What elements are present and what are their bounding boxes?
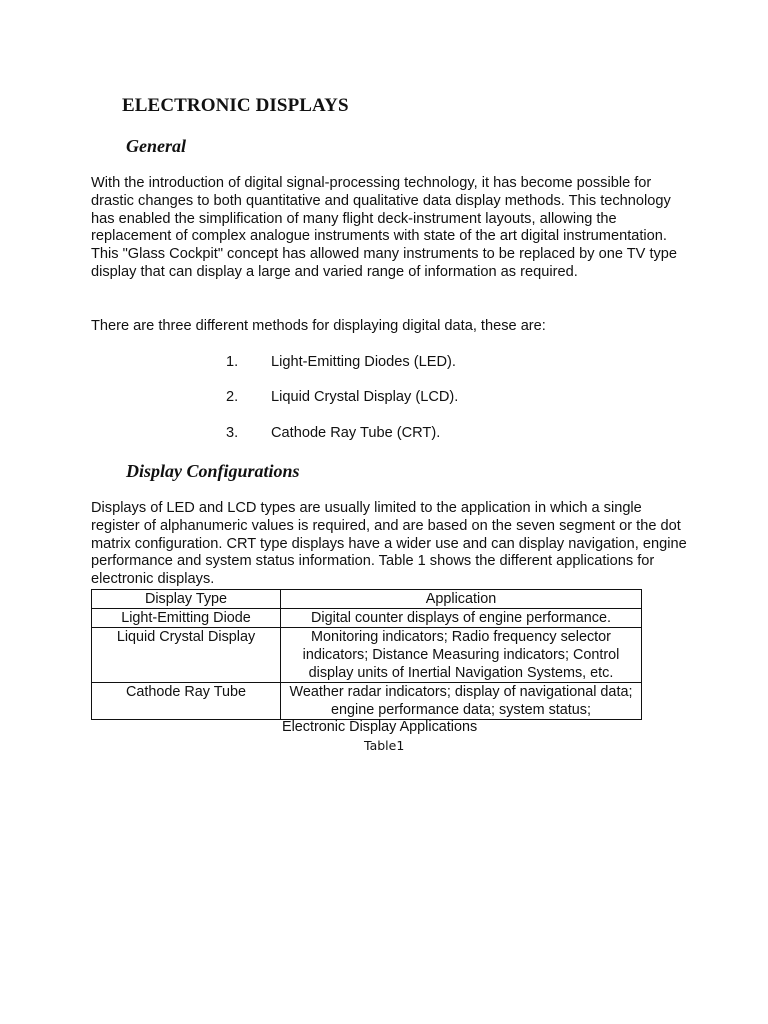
methods-intro: There are three different methods for displaying digital data, these are: (91, 318, 546, 334)
cell-application: Monitoring indicators; Radio frequency selector indicators; Distance Measuring indicators; Control display units of Inertial Navigation Systems, etc. (281, 628, 642, 683)
column-header-application: Application (281, 590, 642, 609)
list-number: 2. (226, 389, 239, 405)
list-number: 3. (226, 425, 239, 441)
column-header-display-type: Display Type (92, 590, 281, 609)
list-text: Cathode Ray Tube (CRT). (271, 425, 441, 441)
list-text: Light-Emitting Diodes (LED). (271, 354, 456, 370)
page-title: ELECTRONIC DISPLAYS (122, 95, 349, 116)
section-heading-display-configurations: Display Configurations (126, 461, 300, 481)
cell-display-type: Liquid Crystal Display (92, 628, 281, 683)
table-row (92, 609, 642, 628)
table-row (92, 683, 642, 720)
table-row (92, 628, 642, 683)
table-label: Table1 (364, 738, 405, 753)
cell-display-type: Cathode Ray Tube (92, 683, 281, 720)
cell-display-type: Light-Emitting Diode (92, 609, 281, 628)
cell-application: Weather radar indicators; display of navigational data; engine performance data; system status; (281, 683, 642, 720)
list-text: Liquid Crystal Display (LCD). (271, 389, 459, 405)
display-applications-table (91, 589, 642, 720)
cell-application: Digital counter displays of engine performance. (281, 609, 642, 628)
section-heading-general: General (126, 136, 186, 156)
list-number: 1. (226, 354, 239, 370)
configurations-paragraph: Displays of LED and LCD types are usually limited to the application in which a single register of alphanumeric values is required, and are based on the seven segment or the dot matrix configuration. CRT type displays have a wider use and can display navigation, engine performance and system status information. Table 1 shows the different applications for electronic displays. (91, 500, 687, 588)
table-caption-text: Electronic Display Applications (282, 719, 478, 735)
general-paragraph: With the introduction of digital signal-processing technology, it has become possible for drastic changes to both quantitative and qualitative data display methods. This technology has enabled the simplification of many flight deck-instrument layouts, allowing the replacement of complex analogue instruments with state of the art digital instrumentation. This "Glass Cockpit" concept has allowed many instruments to be replaced by one TV type display that can display a large and varied range of information as required. (91, 175, 678, 280)
table-header-row (92, 590, 642, 609)
